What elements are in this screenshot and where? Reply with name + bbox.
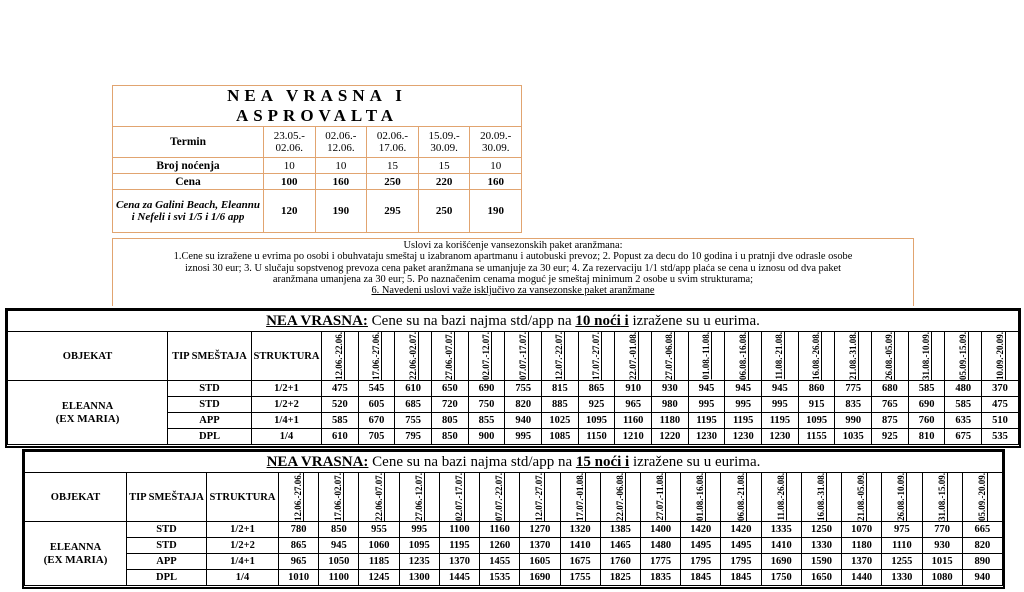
price-cell: 1775 — [640, 554, 680, 570]
period-label: 26.08.-10.09. — [896, 473, 907, 521]
price-cell: 1795 — [721, 554, 761, 570]
period-header — [882, 473, 922, 522]
price-cell: 940 — [505, 413, 542, 429]
price-cell: 585 — [908, 381, 945, 397]
period-label: 01.08.-16.08. — [695, 473, 706, 521]
table-row — [25, 522, 1003, 538]
period-header — [761, 473, 801, 522]
period-label: 06.08.-21.08. — [735, 473, 746, 521]
period-label: 07.07.-17.07. — [517, 332, 528, 380]
price-cell: 945 — [762, 381, 799, 397]
price-cell: 1025 — [542, 413, 579, 429]
conditions-block — [112, 238, 914, 306]
price-cell: 1370 — [842, 554, 882, 570]
price-cell: 750 — [468, 397, 505, 413]
period-label: 11.08.-26.08. — [775, 473, 786, 521]
price-cell: 685 — [395, 397, 432, 413]
period-header — [615, 332, 652, 381]
table-row — [25, 538, 1003, 554]
price-cell: 1320 — [560, 522, 600, 538]
period-label: 27.06.-12.07. — [413, 473, 424, 521]
period-header — [801, 473, 841, 522]
header-objekat: OBJEKAT — [8, 332, 168, 381]
price-cell: 1270 — [520, 522, 560, 538]
price-cell: 975 — [882, 522, 922, 538]
period-label: 17.07.-01.08. — [574, 473, 585, 521]
price-cell: 995 — [725, 397, 762, 413]
objekat-name — [25, 522, 127, 586]
price-cell: 1495 — [721, 538, 761, 554]
table-caption: NEA VRASNA: Cene su na bazi najma std/app na 15 noći i izražene su u eurima. — [25, 452, 1003, 473]
table-row — [25, 570, 1003, 586]
conditions-line: aranžmana umanjena za 30 eur; 5. Po naznačenim cenama moguć je smeštaj minimum 2 osobe u svim strukturama; — [272, 273, 754, 285]
price-cell: 820 — [505, 397, 542, 413]
price-cell: 990 — [835, 413, 872, 429]
price-cell: 1195 — [762, 413, 799, 429]
period-header — [842, 473, 882, 522]
objekat-subtitle: (EX MARIA) — [55, 412, 120, 425]
price-cell: 1185 — [359, 554, 399, 570]
objekat-title: ELEANNA — [49, 541, 102, 553]
price-cell: 370 — [982, 381, 1019, 397]
period-header — [640, 473, 680, 522]
price-table-15 — [24, 451, 1003, 586]
price-cell: 775 — [835, 381, 872, 397]
price-cell: 865 — [279, 538, 319, 554]
price-cell: 1180 — [842, 538, 882, 554]
price-table-15-wrap — [22, 449, 1005, 589]
price-cell: 955 — [359, 522, 399, 538]
price-cell: 1050 — [319, 554, 359, 570]
price-cell: 1465 — [600, 538, 640, 554]
price-cell: 995 — [505, 429, 542, 445]
price-cell: 1100 — [319, 570, 359, 586]
period-header — [439, 473, 479, 522]
period-header — [681, 473, 721, 522]
termin-cell: 20.09.- 30.09. — [470, 127, 522, 158]
price-cell: 1230 — [762, 429, 799, 445]
price-cell: 535 — [982, 429, 1019, 445]
summary-title: NEA VRASNA I ASPROVALTA — [113, 86, 522, 127]
cena-cell: 250 — [367, 174, 419, 190]
period-header — [542, 332, 579, 381]
period-header — [600, 473, 640, 522]
posebna-cena-label: Cena za Galini Beach, Eleannu i Nefeli i svi 1/5 i 1/6 app — [113, 190, 264, 233]
conditions-line: 1.Cene su izražene u evrima po osobi i obuhvataju smeštaj u izabranom apartmanu i autobuski prevoz; 2. Popust za decu do 10 godina i u pratnji dve odrasle osobe — [173, 251, 853, 263]
period-label: 12.07.-22.07. — [554, 332, 565, 380]
price-cell: 1230 — [725, 429, 762, 445]
price-cell: 1335 — [761, 522, 801, 538]
termin-cell: 15.09.- 30.09. — [418, 127, 470, 158]
period-label: 16.08.-31.08. — [815, 473, 826, 521]
price-cell: 965 — [279, 554, 319, 570]
period-header — [358, 332, 395, 381]
period-label: 05.09.-15.09. — [957, 332, 968, 380]
price-cell: 1250 — [801, 522, 841, 538]
price-cell: 875 — [872, 413, 909, 429]
cena-cell: 100 — [264, 174, 316, 190]
price-cell: 820 — [962, 538, 1002, 554]
price-cell: 1095 — [578, 413, 615, 429]
price-cell: 1845 — [681, 570, 721, 586]
summary-table — [112, 85, 522, 233]
price-cell: 1220 — [652, 429, 689, 445]
struktura-cell: 1/2+1 — [207, 522, 279, 538]
cena-cell: 160 — [470, 174, 522, 190]
price-cell: 585 — [322, 413, 359, 429]
price-cell: 1060 — [359, 538, 399, 554]
noci-cell: 15 — [418, 158, 470, 174]
period-label: 31.08.-10.09. — [921, 332, 932, 380]
price-cell: 885 — [542, 397, 579, 413]
objekat-name — [8, 381, 168, 445]
price-cell: 1845 — [721, 570, 761, 586]
price-cell: 995 — [762, 397, 799, 413]
price-cell: 810 — [908, 429, 945, 445]
period-header — [872, 332, 909, 381]
price-cell: 1210 — [615, 429, 652, 445]
period-label: 22.07.-01.08. — [627, 332, 638, 380]
conditions-title: Uslovi za korišćenje vansezonskih paket aranžmana: — [403, 240, 623, 251]
tip-cell: STD — [168, 381, 252, 397]
period-label: 12.06.-27.06. — [293, 473, 304, 521]
noci-cell: 10 — [470, 158, 522, 174]
period-label: 21.08.-31.08. — [847, 332, 858, 380]
period-label: 06.08.-16.08. — [737, 332, 748, 380]
price-cell: 945 — [688, 381, 725, 397]
price-table-10-wrap — [5, 308, 1021, 448]
price-cell: 690 — [908, 397, 945, 413]
price-cell: 770 — [922, 522, 962, 538]
period-label: 12.07.-27.07. — [534, 473, 545, 521]
tip-cell: DPL — [127, 570, 207, 586]
struktura-cell: 1/4 — [252, 429, 322, 445]
price-cell: 915 — [798, 397, 835, 413]
price-cell: 1085 — [542, 429, 579, 445]
period-label: 12.06.-22.06. — [334, 332, 345, 380]
price-cell: 1035 — [835, 429, 872, 445]
price-cell: 765 — [872, 397, 909, 413]
period-label: 27.07.-11.08. — [655, 473, 666, 521]
period-header — [982, 332, 1019, 381]
termin-label: Termin — [113, 127, 264, 158]
price-cell: 890 — [962, 554, 1002, 570]
price-cell: 1495 — [681, 538, 721, 554]
price-cell: 755 — [395, 413, 432, 429]
period-label: 10.09.-20.09. — [994, 332, 1005, 380]
period-label: 17.06.-02.07. — [333, 473, 344, 521]
price-cell: 930 — [922, 538, 962, 554]
price-cell: 605 — [358, 397, 395, 413]
price-cell: 1260 — [480, 538, 520, 554]
price-cell: 965 — [615, 397, 652, 413]
price-cell: 510 — [982, 413, 1019, 429]
period-label: 17.07.-27.07. — [591, 332, 602, 380]
price-cell: 1440 — [842, 570, 882, 586]
tip-cell: STD — [168, 397, 252, 413]
price-cell: 1235 — [399, 554, 439, 570]
period-label: 07.07.-22.07. — [494, 473, 505, 521]
struktura-cell: 1/4 — [207, 570, 279, 586]
period-header — [505, 332, 542, 381]
period-header — [560, 473, 600, 522]
price-cell: 1010 — [279, 570, 319, 586]
period-header — [908, 332, 945, 381]
price-cell: 1230 — [688, 429, 725, 445]
price-cell: 1445 — [439, 570, 479, 586]
price-cell: 1195 — [688, 413, 725, 429]
price-cell: 1410 — [761, 538, 801, 554]
price-cell: 1180 — [652, 413, 689, 429]
price-cell: 1480 — [640, 538, 680, 554]
header-objekat: OBJEKAT — [25, 473, 127, 522]
period-label: 02.07.-12.07. — [481, 332, 492, 380]
period-header — [762, 332, 799, 381]
period-header — [962, 473, 1002, 522]
period-header — [359, 473, 399, 522]
period-header — [835, 332, 872, 381]
price-cell: 1330 — [801, 538, 841, 554]
tip-cell: APP — [127, 554, 207, 570]
tip-cell: DPL — [168, 429, 252, 445]
price-cell: 925 — [578, 397, 615, 413]
objekat-subtitle: (EX MARIA) — [43, 553, 108, 566]
header-struktura: STRUKTURA — [207, 473, 279, 522]
price-cell: 670 — [358, 413, 395, 429]
price-cell: 1420 — [681, 522, 721, 538]
price-cell: 850 — [319, 522, 359, 538]
table-row — [8, 381, 1019, 397]
price-cell: 1255 — [882, 554, 922, 570]
price-cell: 995 — [399, 522, 439, 538]
price-cell: 475 — [322, 381, 359, 397]
price-cell: 815 — [542, 381, 579, 397]
summary-table-wrap — [112, 85, 522, 233]
posebna-cena-cell: 190 — [315, 190, 367, 233]
noci-label: Broj noćenja — [113, 158, 264, 174]
price-cell: 930 — [652, 381, 689, 397]
price-cell: 1245 — [359, 570, 399, 586]
struktura-cell: 1/2+2 — [207, 538, 279, 554]
period-label: 31.08.-15.09. — [936, 473, 947, 521]
price-table-10 — [7, 310, 1019, 445]
price-cell: 925 — [872, 429, 909, 445]
price-cell: 1300 — [399, 570, 439, 586]
cena-cell: 160 — [315, 174, 367, 190]
price-cell: 945 — [725, 381, 762, 397]
period-header — [798, 332, 835, 381]
price-cell: 1150 — [578, 429, 615, 445]
price-cell: 1795 — [681, 554, 721, 570]
price-cell: 1750 — [761, 570, 801, 586]
period-header — [468, 332, 505, 381]
period-label: 22.07.-06.08. — [614, 473, 625, 521]
period-header — [395, 332, 432, 381]
period-label: 22.06.-02.07. — [407, 332, 418, 380]
header-tip: TIP SMEŠTAJA — [168, 332, 252, 381]
noci-cell: 10 — [315, 158, 367, 174]
price-cell: 1095 — [798, 413, 835, 429]
price-cell: 1370 — [439, 554, 479, 570]
period-header — [319, 473, 359, 522]
price-cell: 1370 — [520, 538, 560, 554]
posebna-cena-cell: 295 — [367, 190, 419, 233]
price-cell: 1160 — [480, 522, 520, 538]
price-cell: 1400 — [640, 522, 680, 538]
period-label: 02.07.-17.07. — [453, 473, 464, 521]
conditions-line: 6. Navedeni uslovi važe isključivo za vansezonske paket aranžmane — [371, 285, 655, 297]
period-header — [480, 473, 520, 522]
posebna-cena-cell: 250 — [418, 190, 470, 233]
struktura-cell: 1/4+1 — [207, 554, 279, 570]
price-cell: 720 — [432, 397, 469, 413]
period-header — [721, 473, 761, 522]
period-header — [432, 332, 469, 381]
price-cell: 545 — [358, 381, 395, 397]
posebna-cena-cell: 190 — [470, 190, 522, 233]
price-cell: 610 — [395, 381, 432, 397]
price-cell: 1590 — [801, 554, 841, 570]
period-label: 27.06.-07.07. — [444, 332, 455, 380]
period-header — [399, 473, 439, 522]
price-cell: 795 — [395, 429, 432, 445]
price-cell: 980 — [652, 397, 689, 413]
price-cell: 995 — [688, 397, 725, 413]
objekat-title: ELEANNA — [61, 400, 114, 412]
price-cell: 910 — [615, 381, 652, 397]
period-label: 01.08.-11.08. — [701, 332, 712, 380]
period-label: 16.08.-26.08. — [811, 332, 822, 380]
price-cell: 675 — [945, 429, 982, 445]
price-cell: 835 — [835, 397, 872, 413]
table-row — [25, 554, 1003, 570]
price-cell: 1015 — [922, 554, 962, 570]
period-label: 05.09.-20.09. — [976, 473, 987, 521]
price-cell: 865 — [578, 381, 615, 397]
price-cell: 1330 — [882, 570, 922, 586]
price-cell: 1070 — [842, 522, 882, 538]
price-cell: 1195 — [725, 413, 762, 429]
price-cell: 755 — [505, 381, 542, 397]
price-cell: 805 — [432, 413, 469, 429]
header-tip: TIP SMEŠTAJA — [127, 473, 207, 522]
tip-cell: STD — [127, 538, 207, 554]
price-cell: 1410 — [560, 538, 600, 554]
price-cell: 1835 — [640, 570, 680, 586]
price-cell: 900 — [468, 429, 505, 445]
period-header — [520, 473, 560, 522]
period-header — [725, 332, 762, 381]
period-label: 11.08.-21.08. — [774, 332, 785, 380]
price-cell: 860 — [798, 381, 835, 397]
price-cell: 1195 — [439, 538, 479, 554]
price-cell: 520 — [322, 397, 359, 413]
period-header — [688, 332, 725, 381]
struktura-cell: 1/2+2 — [252, 397, 322, 413]
tip-cell: APP — [168, 413, 252, 429]
price-cell: 1100 — [439, 522, 479, 538]
price-cell: 1650 — [801, 570, 841, 586]
price-cell: 650 — [432, 381, 469, 397]
conditions-line: iznosi 30 eur; 3. U slučaju sopstvenog prevoza cena paket aranžmana se umanjuje za 30 eur; 4. Za rezervaciju 1/1 std/app plaća se cena u iznosu od dva paket — [184, 262, 842, 274]
price-cell: 850 — [432, 429, 469, 445]
price-cell: 585 — [945, 397, 982, 413]
price-cell: 690 — [468, 381, 505, 397]
price-cell: 610 — [322, 429, 359, 445]
header-struktura: STRUKTURA — [252, 332, 322, 381]
termin-cell: 02.06.- 12.06. — [315, 127, 367, 158]
posebna-cena-cell: 120 — [264, 190, 316, 233]
price-cell: 1690 — [761, 554, 801, 570]
price-cell: 1080 — [922, 570, 962, 586]
termin-cell: 23.05.- 02.06. — [264, 127, 316, 158]
price-cell: 1675 — [560, 554, 600, 570]
period-header — [578, 332, 615, 381]
price-cell: 680 — [872, 381, 909, 397]
cena-cell: 220 — [418, 174, 470, 190]
period-header — [279, 473, 319, 522]
price-cell: 1110 — [882, 538, 922, 554]
period-header — [922, 473, 962, 522]
period-label: 27.07.-06.08. — [664, 332, 675, 380]
price-cell: 945 — [319, 538, 359, 554]
price-cell: 1455 — [480, 554, 520, 570]
price-cell: 1690 — [520, 570, 560, 586]
price-cell: 480 — [945, 381, 982, 397]
period-header — [652, 332, 689, 381]
period-label: 17.06.-27.06. — [371, 332, 381, 380]
price-cell: 780 — [279, 522, 319, 538]
price-cell: 665 — [962, 522, 1002, 538]
period-label: 22.06.-07.07. — [373, 473, 384, 521]
price-cell: 1385 — [600, 522, 640, 538]
struktura-cell: 1/2+1 — [252, 381, 322, 397]
tip-cell: STD — [127, 522, 207, 538]
price-cell: 1420 — [721, 522, 761, 538]
cena-label: Cena — [113, 174, 264, 190]
price-cell: 760 — [908, 413, 945, 429]
price-cell: 1605 — [520, 554, 560, 570]
period-label: 26.08.-05.09. — [884, 332, 895, 380]
price-cell: 1755 — [560, 570, 600, 586]
period-header — [945, 332, 982, 381]
price-cell: 635 — [945, 413, 982, 429]
price-cell: 1535 — [480, 570, 520, 586]
price-cell: 1760 — [600, 554, 640, 570]
period-label: 21.08.-05.09. — [856, 473, 867, 521]
price-cell: 855 — [468, 413, 505, 429]
struktura-cell: 1/4+1 — [252, 413, 322, 429]
price-cell: 1160 — [615, 413, 652, 429]
price-cell: 1825 — [600, 570, 640, 586]
period-header — [322, 332, 359, 381]
table-caption: NEA VRASNA: Cene su na bazi najma std/app na 10 noći i izražene su u eurima. — [8, 311, 1019, 332]
price-cell: 940 — [962, 570, 1002, 586]
price-cell: 705 — [358, 429, 395, 445]
noci-cell: 15 — [367, 158, 419, 174]
price-cell: 1155 — [798, 429, 835, 445]
price-cell: 475 — [982, 397, 1019, 413]
price-cell: 1095 — [399, 538, 439, 554]
termin-cell: 02.06.- 17.06. — [367, 127, 419, 158]
noci-cell: 10 — [264, 158, 316, 174]
